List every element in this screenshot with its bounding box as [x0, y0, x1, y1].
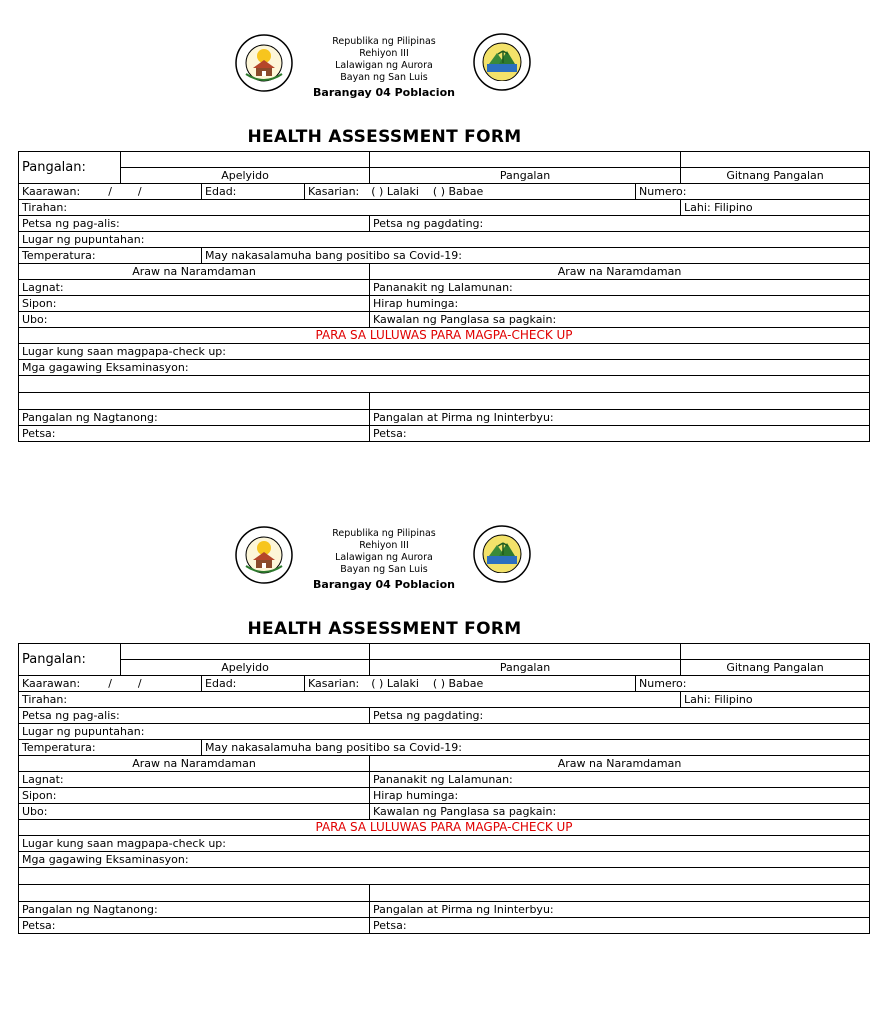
pananakit-field[interactable]: Pananakit ng Lalamunan: [370, 280, 870, 296]
hirap-field[interactable]: Hirap huminga: [370, 296, 870, 312]
petsa-field[interactable]: Petsa: [370, 918, 870, 934]
lalaki-option[interactable]: ( ) Lalaki [371, 185, 419, 198]
kaarawan-field[interactable] [19, 676, 202, 692]
blank-row[interactable] [19, 868, 870, 885]
blank-row[interactable] [19, 376, 870, 393]
kasarian-label: Kasarian: [308, 185, 360, 198]
eksaminasyon-field[interactable]: Mga gagawing Eksaminasyon: [19, 360, 870, 376]
form-title: HEALTH ASSESSMENT FORM [247, 127, 522, 147]
edad-field[interactable]: Edad: [202, 184, 305, 200]
eksaminasyon-field[interactable]: Mga gagawing Eksaminasyon: [19, 852, 870, 868]
kasarian-field[interactable] [305, 184, 636, 200]
gitnang-label: Gitnang Pangalan [681, 168, 870, 184]
pangalan-input[interactable] [370, 644, 681, 660]
araw-naramdaman-header: Araw na Naramdaman [370, 264, 870, 280]
pangalan-label: Pangalan: [19, 644, 121, 676]
province-line: Lalawigan ng Aurora [335, 552, 433, 563]
pananakit-field[interactable]: Pananakit ng Lalamunan: [370, 772, 870, 788]
temperatura-field[interactable]: Temperatura: [19, 248, 202, 264]
tirahan-field[interactable]: Tirahan: [19, 200, 681, 216]
araw-naramdaman-header: Araw na Naramdaman [19, 264, 370, 280]
ininterbyu-field[interactable]: Pangalan at Pirma ng Ininterbyu: [370, 902, 870, 918]
nagtanong-field[interactable]: Pangalan ng Nagtanong: [19, 410, 370, 426]
republic-line: Republika ng Pilipinas [332, 528, 436, 539]
kaarawan-label: Kaarawan: [22, 677, 81, 690]
kaarawan-field[interactable] [19, 184, 202, 200]
assessment-table [18, 643, 870, 934]
pangalan-col-label: Pangalan [370, 168, 681, 184]
government-header [268, 528, 500, 592]
kasarian-field[interactable] [305, 676, 636, 692]
babae-option[interactable]: ( ) Babae [432, 185, 484, 198]
petsa-field[interactable]: Petsa: [19, 426, 370, 442]
date-slash: / [108, 677, 112, 690]
numero-field[interactable]: Numero: [636, 676, 870, 692]
kawalan-field[interactable]: Kawalan ng Panglasa sa pagkain: [370, 804, 870, 820]
apelyido-input[interactable] [121, 152, 370, 168]
sipon-field[interactable]: Sipon: [19, 296, 370, 312]
barangay-line: Barangay 04 Poblacion [313, 578, 455, 591]
hirap-field[interactable]: Hirap huminga: [370, 788, 870, 804]
lugar-pupuntahan-field[interactable]: Lugar ng pupuntahan: [19, 724, 870, 740]
petsa-dating-field[interactable]: Petsa ng pagdating: [370, 708, 870, 724]
araw-naramdaman-header: Araw na Naramdaman [19, 756, 370, 772]
lugar-checkup-field[interactable]: Lugar kung saan magpapa-check up: [19, 836, 870, 852]
apelyido-label: Apelyido [121, 168, 370, 184]
region-line: Rehiyon III [359, 540, 409, 551]
pangalan-input[interactable] [370, 152, 681, 168]
lahi-field: Lahi: Filipino [681, 692, 870, 708]
lahi-field: Lahi: Filipino [681, 200, 870, 216]
apelyido-input[interactable] [121, 644, 370, 660]
lagnat-field[interactable]: Lagnat: [19, 772, 370, 788]
lalaki-option[interactable]: ( ) Lalaki [371, 677, 419, 690]
petsa-dating-field[interactable]: Petsa ng pagdating: [370, 216, 870, 232]
form-title: HEALTH ASSESSMENT FORM [247, 619, 522, 639]
kaarawan-label: Kaarawan: [22, 185, 81, 198]
petsa-alis-field[interactable]: Petsa ng pag-alis: [19, 708, 370, 724]
lagnat-field[interactable]: Lagnat: [19, 280, 370, 296]
petsa-alis-field[interactable]: Petsa ng pag-alis: [19, 216, 370, 232]
date-slash: / [137, 677, 142, 690]
edad-field[interactable]: Edad: [202, 676, 305, 692]
health-form-1 [18, 0, 824, 440]
health-form-2 [18, 492, 824, 932]
petsa-field[interactable]: Petsa: [370, 426, 870, 442]
checkup-section-header: PARA SA LULUWAS PARA MAGPA-CHECK UP [19, 328, 870, 344]
province-line: Lalawigan ng Aurora [335, 60, 433, 71]
town-line: Bayan ng San Luis [340, 72, 428, 83]
blank-row[interactable] [19, 393, 370, 410]
blank-row[interactable] [370, 393, 870, 410]
ininterbyu-field[interactable]: Pangalan at Pirma ng Ininterbyu: [370, 410, 870, 426]
numero-field[interactable]: Numero: [636, 184, 870, 200]
blank-row[interactable] [370, 885, 870, 902]
government-header [268, 36, 500, 100]
town-line: Bayan ng San Luis [340, 564, 428, 575]
ubo-field[interactable]: Ubo: [19, 804, 370, 820]
petsa-field[interactable]: Petsa: [19, 918, 370, 934]
checkup-section-header: PARA SA LULUWAS PARA MAGPA-CHECK UP [19, 820, 870, 836]
republic-line: Republika ng Pilipinas [332, 36, 436, 47]
nakasalamuha-field[interactable]: May nakasalamuha bang positibo sa Covid-19: [202, 248, 870, 264]
araw-naramdaman-header: Araw na Naramdaman [370, 756, 870, 772]
temperatura-field[interactable]: Temperatura: [19, 740, 202, 756]
nakasalamuha-field[interactable]: May nakasalamuha bang positibo sa Covid-19: [202, 740, 870, 756]
nagtanong-field[interactable]: Pangalan ng Nagtanong: [19, 902, 370, 918]
gitnang-input[interactable] [681, 152, 870, 168]
barangay-line: Barangay 04 Poblacion [313, 86, 455, 99]
form-header [18, 0, 769, 108]
lugar-pupuntahan-field[interactable]: Lugar ng pupuntahan: [19, 232, 870, 248]
region-line: Rehiyon III [359, 48, 409, 59]
gitnang-label: Gitnang Pangalan [681, 660, 870, 676]
tirahan-field[interactable]: Tirahan: [19, 692, 681, 708]
pangalan-label: Pangalan: [19, 152, 121, 184]
date-slash: / [137, 185, 142, 198]
assessment-table [18, 151, 870, 442]
ubo-field[interactable]: Ubo: [19, 312, 370, 328]
kawalan-field[interactable]: Kawalan ng Panglasa sa pagkain: [370, 312, 870, 328]
date-slash: / [108, 185, 112, 198]
pangalan-col-label: Pangalan [370, 660, 681, 676]
kasarian-label: Kasarian: [308, 677, 360, 690]
babae-option[interactable]: ( ) Babae [432, 677, 484, 690]
sipon-field[interactable]: Sipon: [19, 788, 370, 804]
blank-row[interactable] [19, 885, 370, 902]
gitnang-input[interactable] [681, 644, 870, 660]
form-header [18, 492, 769, 600]
lugar-checkup-field[interactable]: Lugar kung saan magpapa-check up: [19, 344, 870, 360]
apelyido-label: Apelyido [121, 660, 370, 676]
